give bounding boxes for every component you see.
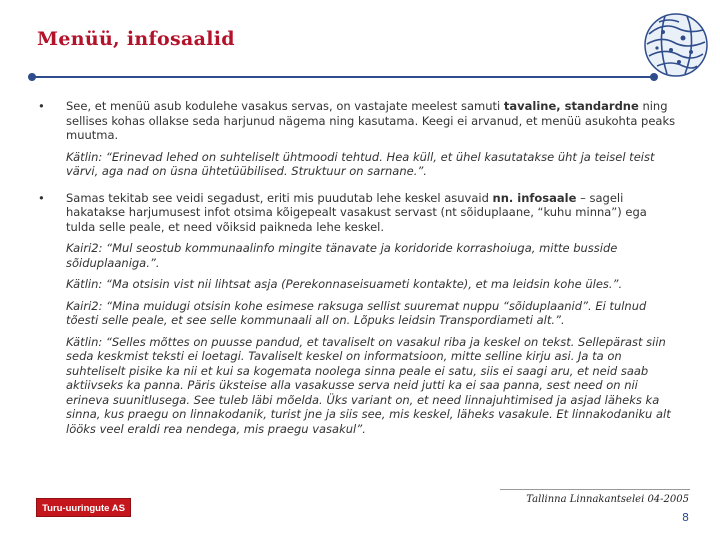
- bullet-text-part: Samas tekitab see veidi segadust, eriti mis puudutab lehe keskel asuvaid: [66, 190, 493, 205]
- footer-rule: [500, 489, 690, 490]
- bullet-text-part: ning sellises kohas ollakse seda harjunud nägema ning kasutama. Keegi ei arvanud, et menüü asukohta peaks muutma.: [66, 99, 676, 142]
- slide-title: Menüü, infosaalid: [37, 28, 235, 50]
- company-logo: Turu-uuringute AS: [36, 498, 131, 517]
- bullet-emphasis: tavaline, standardne: [503, 99, 639, 113]
- quote: Kätlin: “Ma otsisin vist nii lihtsat asja (Perekonnaseisuameti kontakte), et ma leidsin kohe üles.”.: [66, 277, 623, 291]
- bullet-text: [66, 191, 678, 235]
- globe-logo-icon: [643, 12, 709, 78]
- quote: Kätlin: “Erinevad lehed on suhteliselt ühtmoodi tehtud. Hea küll, et ühel kasutatakse üht ja teisel teist värvi, aga nad on üsna ühtetüübilised. Struktuur on sarnane.”.: [66, 149, 655, 178]
- bullet-item: [38, 99, 678, 179]
- footer-text: Tallinna Linnakantselei 04-2005: [526, 494, 689, 505]
- quote: Kairi2: “Mina muidugi otsisin kohe esimese raksuga sellist suuremat nuppu “sõiduplaanid”. Ei tulnud tõesti selle peale, et see selle kommunaali all on. Lõpuks leidsin Transpordiameti alt.”.: [66, 298, 647, 327]
- bullet-text-part: See, et menüü asub kodulehe vasakus servas, on vastajate meelest samuti: [66, 99, 504, 113]
- page-number: 8: [682, 511, 689, 524]
- bullet-text-part: – sageli hakatakse harjumusest infot otsima kõigepealt vasakust servast (nt sõiduplaane, “kuhu minna”) ega tulda selle peale, et need võiksid paikneda lehe keskel.: [66, 190, 647, 234]
- header-rule-end: [650, 73, 658, 81]
- header-rule-dot: [28, 73, 36, 81]
- bullet-item: [38, 191, 678, 437]
- bullet-emphasis: nn. infosaale: [492, 190, 577, 205]
- bullet-text: [66, 99, 678, 143]
- quote: Kätlin: “Selles mõttes on puusse pandud, et tavaliselt on vasakul riba ja keskel on tekst. Sellepärast siin seda keskmist teksti ei loetagi. Tavaliselt keskel on informatsioon, mitte selline kirju asi. Ja ta on suhteliselt pisike ka nii et kui sa kogemata noolega sinna peale ei satu, siis ei saagi aru, et neid saab aktiivseks ka panna. Päris üksteise alla vasakusse serva neid jutti ka ei saa panna, sest need on nii erineva suunitlusega. See tuleb läbi mõelda. Üks variant on, et need linnajuhtimised ja asjad läheks ka sinna, kus praegu on linnakodanik, turist jne ja siis see, mis keskel, läheks vasakule. Et linnakodaniku alt lööks veel eraldi rea nendega, mis praegu vasakul”.: [66, 334, 671, 436]
- bullet-symbol: •: [38, 190, 45, 205]
- bullet-symbol: •: [38, 99, 45, 113]
- slide-content: [38, 99, 678, 445]
- header-rule: [33, 76, 651, 78]
- quote: Kairi2: “Mul seostub kommunaalinfo mingite tänavate ja koridoride korrashoiuga, mitte bussidе sõiduplaaniga.”.: [66, 241, 618, 270]
